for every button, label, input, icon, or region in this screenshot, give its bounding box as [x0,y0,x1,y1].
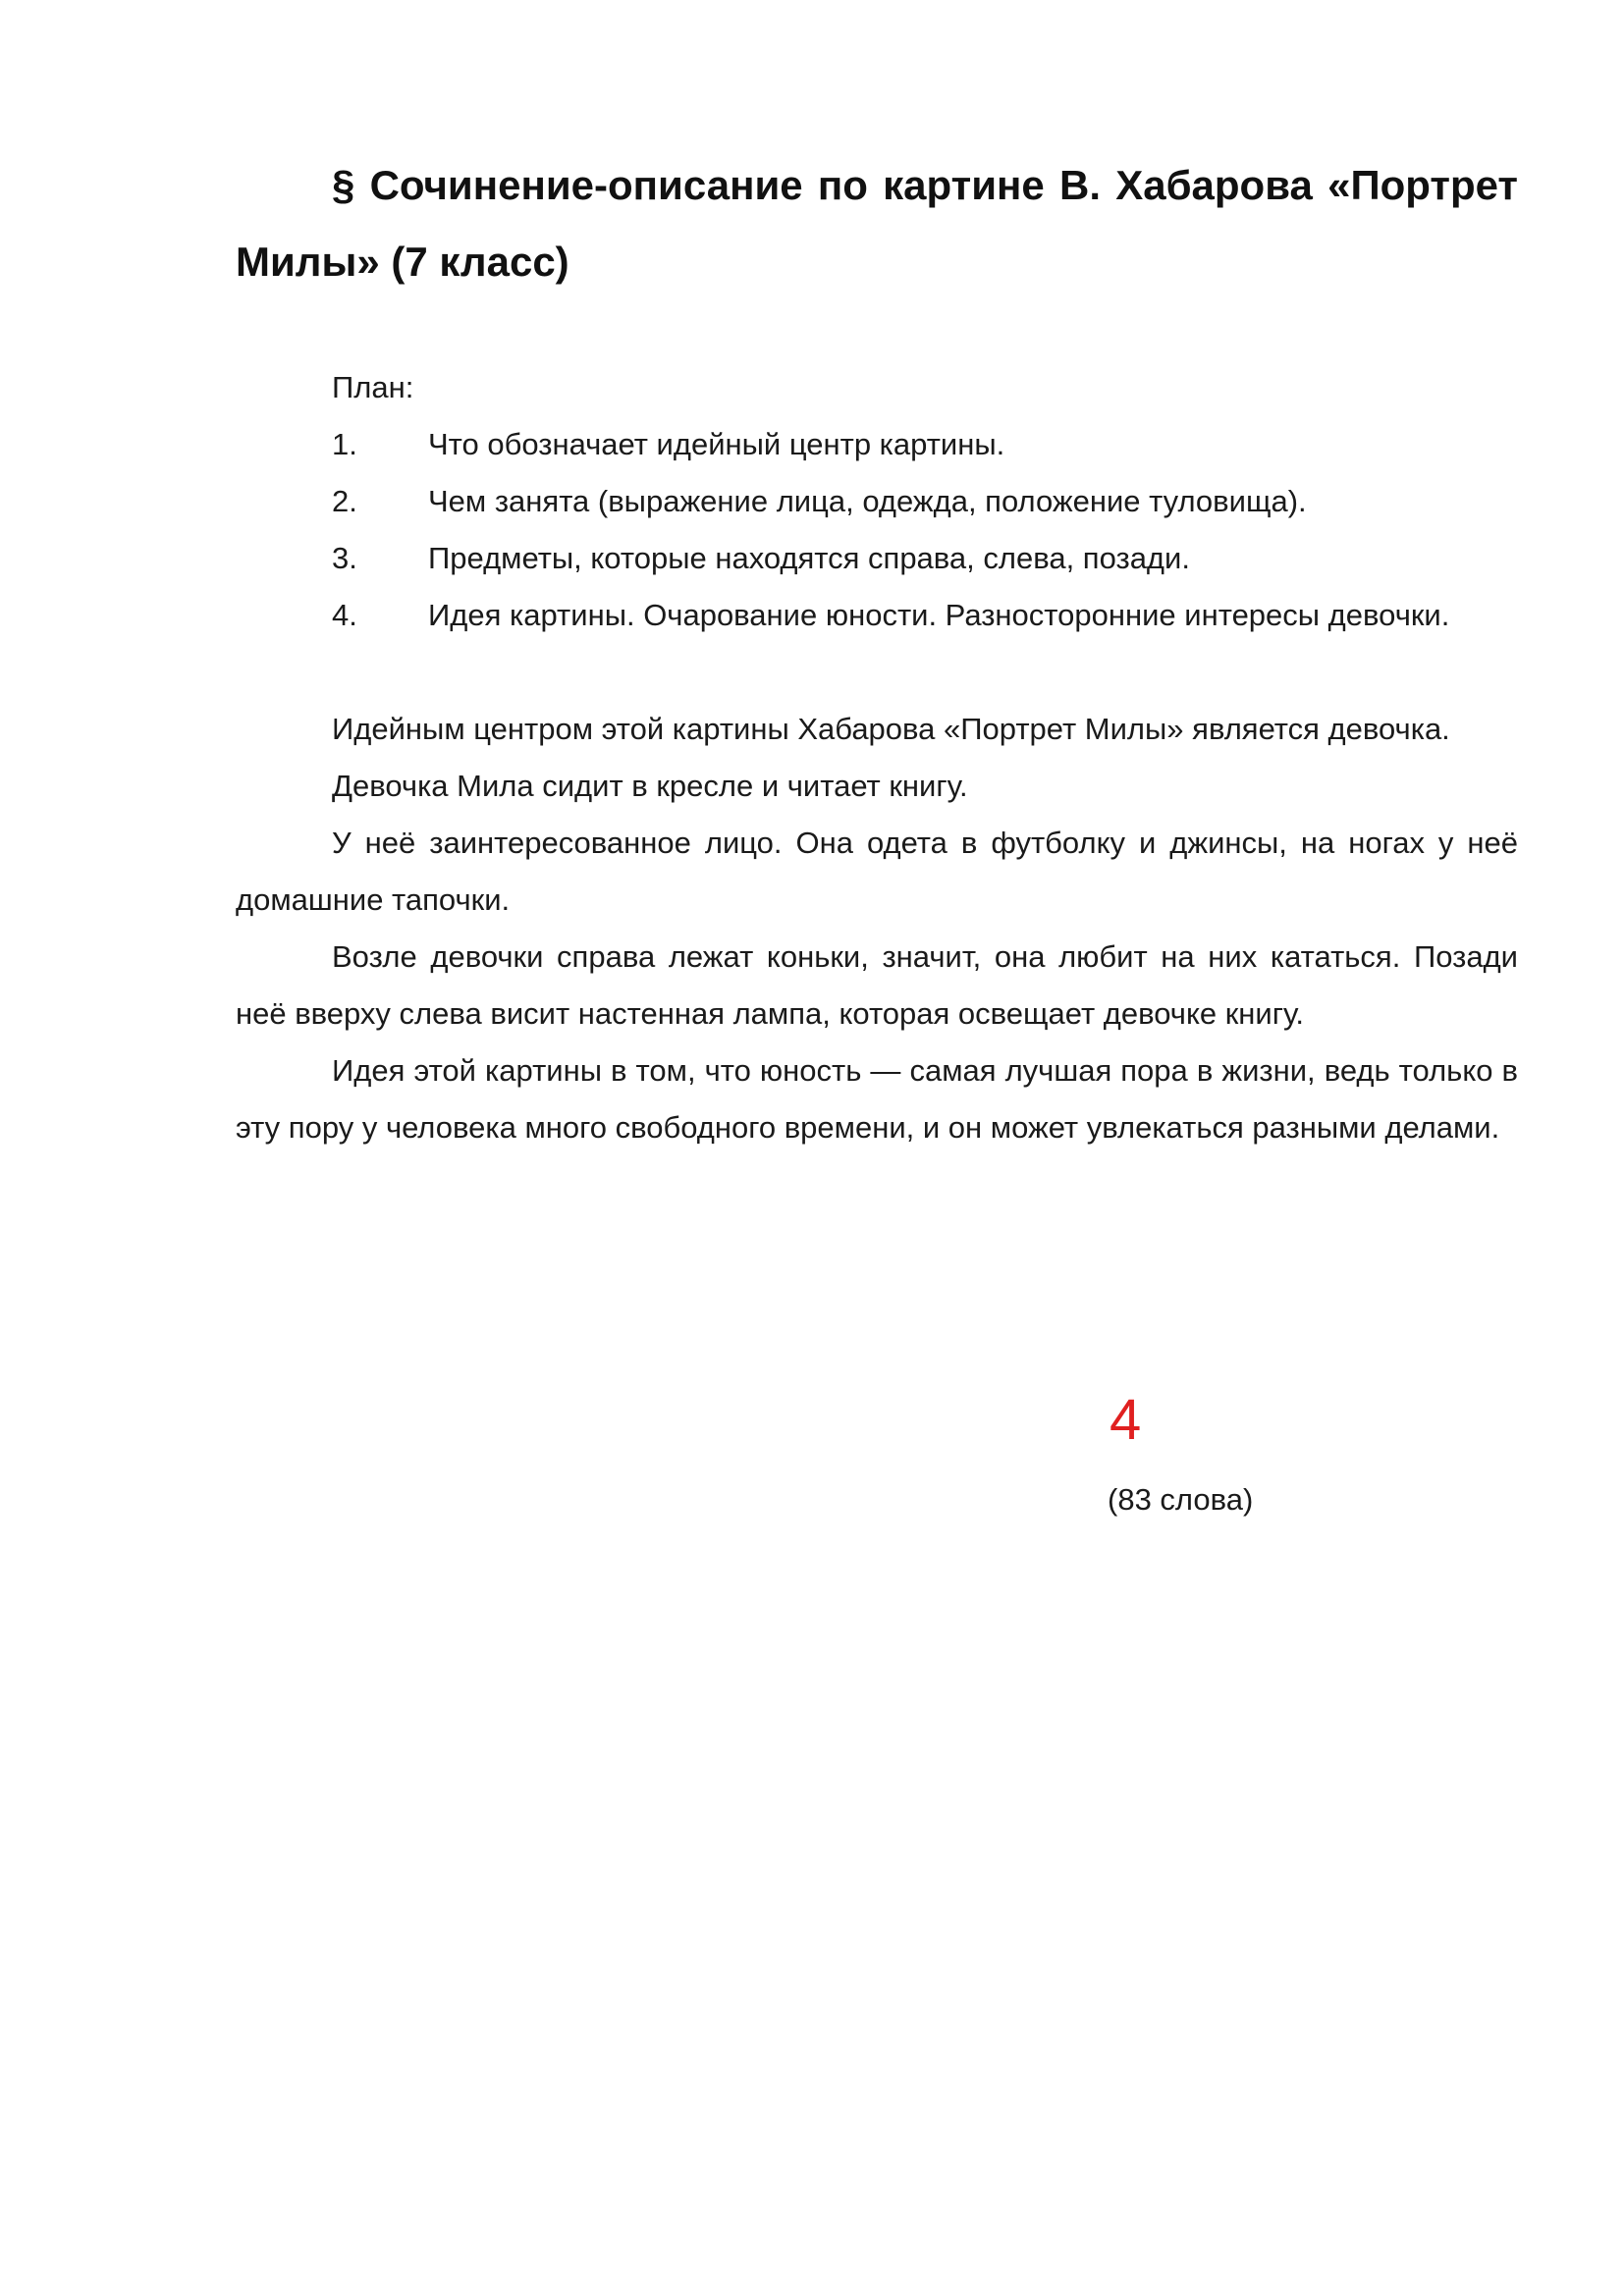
essay-paragraph: Идея этой картины в том, что юность — самая лучшая пора в жизни, ведь только в эту пору у человека много свободного времени, и он может увлекаться разными делами. [236,1053,1518,1145]
essay-paragraph: У неё заинтересованное лицо. Она одета в футболку и джинсы, на ногах у неё домашние тапочки. [236,826,1518,917]
essay-paragraph: Идейным центром этой картины Хабарова «Портрет Милы» является девочка. [332,712,1450,746]
grade-block [1108,1386,1253,1520]
essay-paragraph: Девочка Мила сидит в кресле и читает книгу. [332,769,968,803]
plan-item [236,416,1518,473]
grade-mark: 4 [1110,1388,1142,1452]
plan-item-text: Предметы, которые находятся справа, слева, позади. [428,541,1190,575]
word-count: (83 слова) [1108,1482,1254,1517]
document-page [236,147,1518,1156]
document-title: § Сочинение-описание по картине В. Хабарова «Портрет Милы» (7 класс) [236,162,1518,285]
plan-item-number: 1. [332,427,357,461]
plan-item-text: Что обозначает идейный центр картины. [428,427,1005,461]
plan-label: План: [332,370,414,404]
plan-item [236,587,1518,644]
plan-section [236,359,1518,644]
essay-paragraph: Возле девочки справа лежат коньки, значит, она любит на них кататься. Позади неё вверху слева висит настенная лампа, которая освещает девочке книгу. [236,939,1518,1031]
plan-item-text: Идея картины. Очарование юности. Разносторонние интересы девочки. [428,598,1450,632]
plan-item-number: 3. [332,541,357,575]
plan-item-number: 4. [332,598,357,632]
plan-item-number: 2. [332,484,357,518]
plan-item-text: Чем занята (выражение лица, одежда, положение туловища). [428,484,1307,518]
essay-body [236,701,1518,1156]
plan-item [236,530,1518,587]
plan-item [236,473,1518,530]
